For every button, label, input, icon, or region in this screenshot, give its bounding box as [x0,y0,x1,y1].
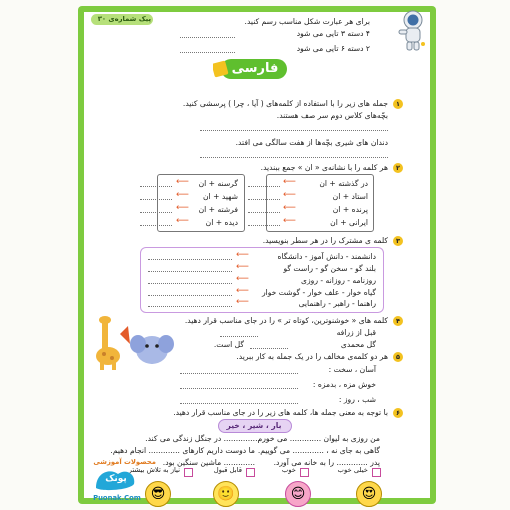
q3-row: دانشمند - دانش آموز - دانشگاه [277,252,376,261]
q1-instruction: جمله های زیر را با استفاده از کلمه‌های ( آیا ، چرا ) پرسشی کنید. [182,99,388,108]
q6-sentence: گاهی به جای نه ، ............. می گوییم. [257,446,380,455]
arrow-left-icon: ⟵ [176,203,189,213]
rating-label: قابل قبول [213,466,242,474]
word-item: دیده + ان [205,218,238,227]
arrow-left-icon: ⟵ [283,216,296,226]
arrow-left-icon: ⟵ [176,177,189,187]
answer-line[interactable] [248,212,280,213]
answer-line[interactable] [248,225,280,226]
rating-label: خیلی خوب [337,466,368,474]
answer-line[interactable] [148,283,232,284]
q6-sentence: ............. ماشین سنگین بود. [162,458,255,467]
face-love-icon: 😍 [356,481,382,507]
rating-label: نیاز به تلاش بیشتر [128,466,180,474]
q3-row: راهنما - راهبر - راهنمایی [298,299,376,308]
q4-instruction: کلمه های « خوشنوترین، کوتاه تر » را در جای مناسب قرار دهید. [184,316,388,325]
question-number: ۲ [393,163,403,173]
math-instruction: برای هر عبارت شکل مناسب رسم کنید. [244,17,370,26]
word-item: ایرانی + ان [330,218,368,227]
arrow-left-icon: ⟵ [176,216,189,226]
arrow-left-icon: ⟵ [176,190,189,200]
answer-line[interactable] [200,130,388,131]
q5-pair: شب ، روز : [338,395,376,404]
answer-line[interactable] [180,373,298,374]
watermark-text: محصولات آموزشی [93,458,156,466]
arrow-left-icon: ⟵ [283,190,296,200]
answer-line[interactable] [180,403,298,404]
math-item-2: ۲ دسته ۶ تایی می شود [296,44,370,53]
q4-line: گل محمدی [340,340,376,349]
brand-fa: پونک [105,474,127,484]
q6-sentence: پدر ............. را به خانه می آورد. [273,458,380,467]
arrow-left-icon: ⟵ [236,286,249,296]
answer-line[interactable] [148,271,232,272]
answer-line[interactable] [140,225,172,226]
answer-line[interactable] [180,52,235,53]
q2-instruction: هر کلمه را با نشانه‌ی « ان » جمع ببندید. [260,163,388,172]
arrow-left-icon: ⟵ [236,274,249,284]
answer-line[interactable] [180,37,235,38]
question-number: ۶ [393,408,403,418]
q4-line: قبل از زرافه [336,328,376,337]
question-number: ۵ [393,352,403,362]
q1-sentence: بچّه‌های کلاس دوم سر صف هستند. [276,111,388,120]
answer-line[interactable] [220,336,258,337]
arrow-left-icon: ⟵ [236,250,249,260]
q1-sentence: دندان های شیری بچّه‌ها از هفت سالگی می افتد. [235,138,388,147]
arrow-left-icon: ⟵ [236,262,249,272]
rating-checkbox[interactable] [184,468,193,477]
answer-line[interactable] [248,186,280,187]
word-bank-text: بار ، شیر ، خیر [226,421,282,430]
arrow-left-icon: ⟵ [236,297,249,307]
answer-line[interactable] [148,306,232,307]
q3-row: روزنامه - روزانه - روزی [301,276,376,285]
answer-line[interactable] [148,259,232,260]
section-title: فارسی [231,61,279,76]
q5-pair: آسان ، سخت : [328,365,376,374]
answer-line[interactable] [148,295,232,296]
word-item: استاد + ان [332,192,368,201]
giraffe-elephant-illustration [92,314,176,372]
answer-line[interactable] [248,199,280,200]
question-number: ۱ [393,99,403,109]
rating-checkbox[interactable] [246,468,255,477]
question-number: ۳ [393,236,403,246]
math-item-1: ۴ دسته ۳ تایی می شود [296,29,370,38]
word-item: شهید + ان [202,192,238,201]
rating-checkbox[interactable] [372,468,381,477]
q4-line: گل است. [213,340,244,349]
q5-instruction: هر دو کلمه‌ی مخالف را در یک جمله به کار ببرید. [236,352,388,361]
rating-label: خوب [281,466,296,474]
question-number: ۴ [393,316,403,326]
q6-instruction: با توجه به معنی جمله ها، کلمه های زیر را در جای مناسب قرار دهید. [173,408,388,417]
q5-pair: خوش مزه ، بدمزه : [312,380,376,389]
answer-line[interactable] [200,157,388,158]
answer-line[interactable] [140,199,172,200]
header-tab-label: پیک شماره‌ی ۳۰ [97,15,151,23]
rating-checkbox[interactable] [300,468,309,477]
word-item: در گذشته + ان [319,179,368,188]
answer-line[interactable] [250,348,288,349]
word-item: پرنده + ان [332,205,368,214]
q6-sentence: ............. در جنگل زندگی می کند. [145,434,255,443]
arrow-left-icon: ⟵ [283,177,296,187]
word-item: گرسنه + ان [198,179,238,188]
astronaut-icon [395,8,429,52]
q6-sentence: ما دوست داریم کارهای ............. انجام دهیم. [110,446,255,455]
word-item: فرشته + ان [198,205,238,214]
q3-row: بلند گو - سخن گو - راست گو [283,264,376,273]
answer-line[interactable] [180,388,298,389]
q3-instruction: کلمه ی مشترک را در هر سطر بنویسید. [262,236,388,245]
brand-en: Puonak.Com [93,494,141,502]
q3-row: گیاه خوار - علف خوار - گوشت خوار [261,288,376,297]
arrow-left-icon: ⟵ [283,203,296,213]
face-cool-icon: 😎 [145,481,171,507]
answer-line[interactable] [140,186,172,187]
face-smile-icon: 😊 [285,481,311,507]
q6-sentence: من روزی به لیوان ............. می خورم. [255,434,380,443]
answer-line[interactable] [140,212,172,213]
face-neutral-smile-icon: 🙂 [213,481,239,507]
